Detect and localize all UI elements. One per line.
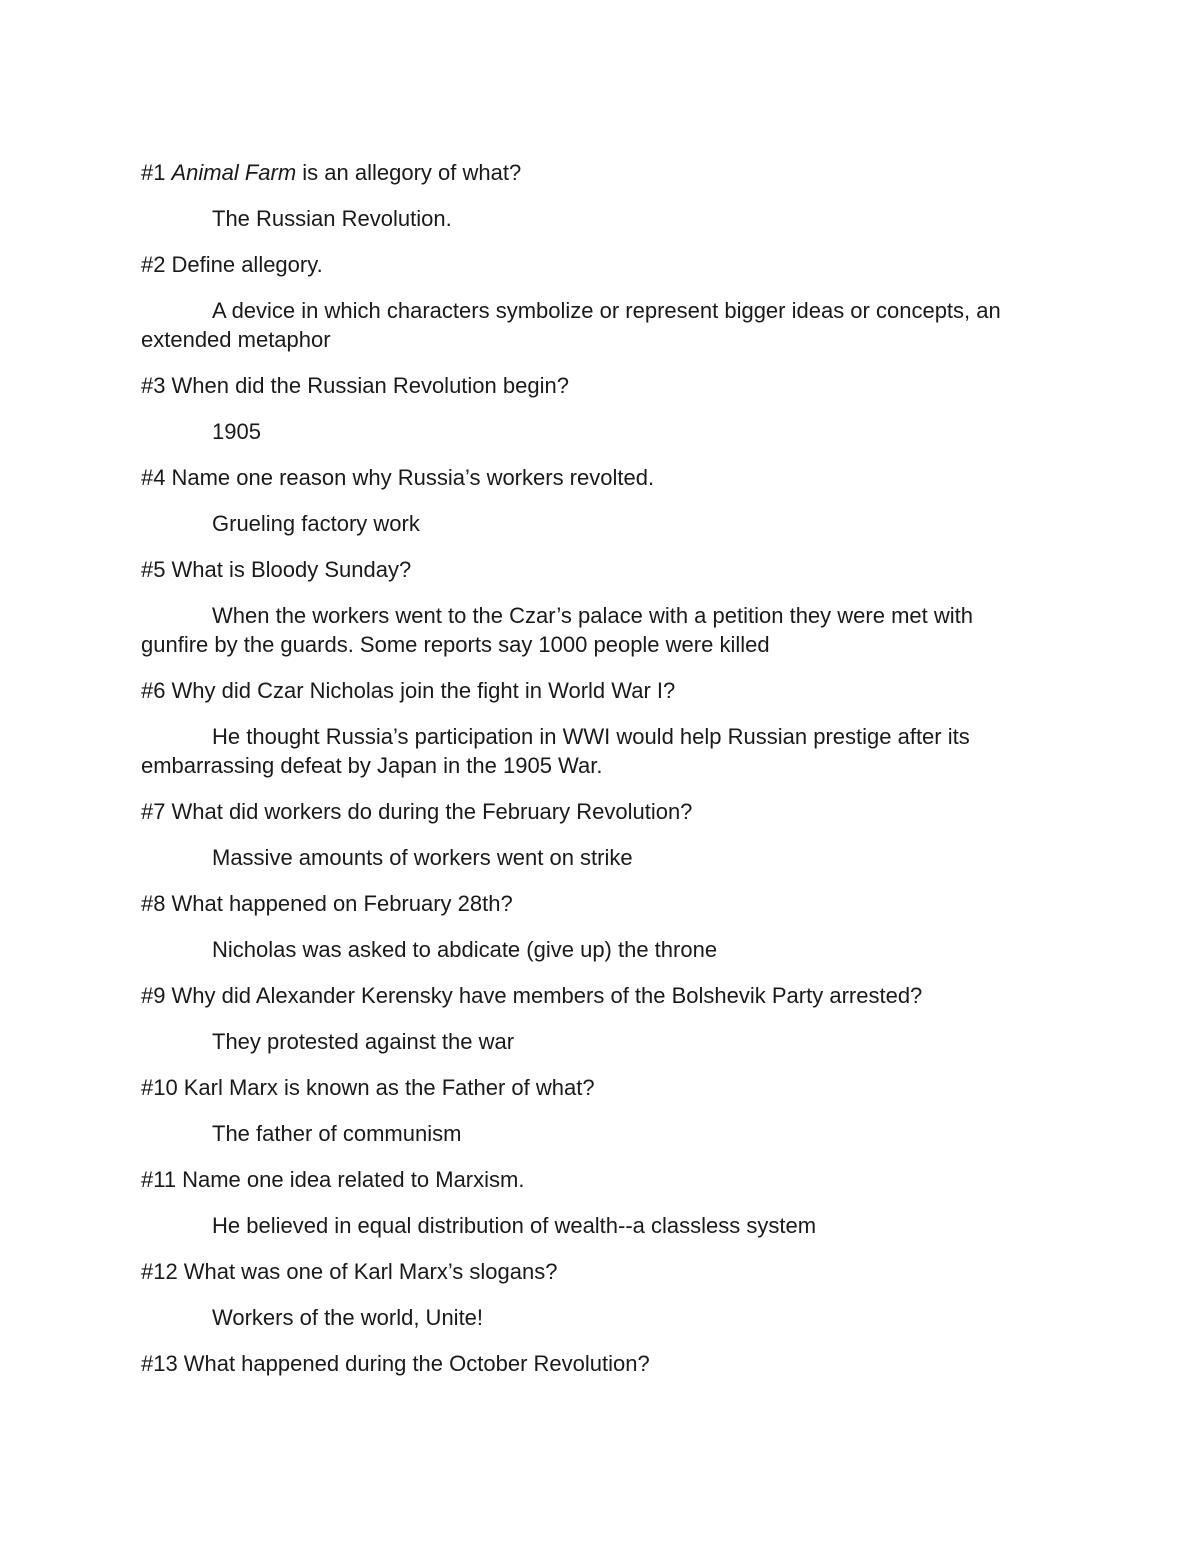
question-text: is an allegory of what?: [302, 160, 522, 185]
answer-2: A device in which characters symbolize or represent bigger ideas or concepts, an extended metaphor: [141, 298, 1001, 352]
question-3: [141, 371, 1041, 400]
question-text: What is Bloody Sunday?: [171, 557, 412, 582]
question-number: #10: [141, 1075, 178, 1100]
question-10: [141, 1073, 1041, 1102]
question-number: #8: [141, 891, 166, 916]
question-text: What was one of Karl Marx’s slogans?: [183, 1259, 558, 1284]
question-text: Name one reason why Russia’s workers revolted.: [171, 465, 655, 490]
question-number: #5: [141, 557, 166, 582]
question-text: What happened on February 28th?: [171, 891, 513, 916]
answer-12: Workers of the world, Unite!: [212, 1305, 484, 1330]
answer-3: 1905: [212, 419, 261, 444]
question-9: [141, 981, 1041, 1010]
answer-10: The father of communism: [212, 1121, 462, 1146]
question-number: #4: [141, 465, 166, 490]
question-text: Why did Alexander Kerensky have members of the Bolshevik Party arrested?: [171, 983, 923, 1008]
question-text: When did the Russian Revolution begin?: [171, 373, 569, 398]
answer-1: The Russian Revolution.: [212, 206, 452, 231]
question-12: [141, 1257, 1041, 1286]
question-text: What did workers do during the February Revolution?: [171, 799, 693, 824]
answer-8: Nicholas was asked to abdicate (give up) the throne: [212, 937, 718, 962]
question-11: [141, 1165, 1041, 1194]
question-number: #3: [141, 373, 166, 398]
book-title: Animal Farm: [171, 160, 297, 185]
question-text: Why did Czar Nicholas join the fight in World War I?: [171, 678, 676, 703]
question-6: [141, 676, 1041, 705]
answer-4: Grueling factory work: [212, 511, 420, 536]
question-13: [141, 1349, 1041, 1378]
question-1: [141, 158, 1041, 187]
question-number: #13: [141, 1351, 178, 1376]
answer-9: They protested against the war: [212, 1029, 515, 1054]
question-text: Define allegory.: [171, 252, 323, 277]
question-number: #9: [141, 983, 166, 1008]
answer-11: He believed in equal distribution of wealth--a classless system: [212, 1213, 817, 1238]
question-7: [141, 797, 1041, 826]
question-number: #12: [141, 1259, 178, 1284]
question-4: [141, 463, 1041, 492]
question-number: #7: [141, 799, 166, 824]
question-text: Name one idea related to Marxism.: [182, 1167, 525, 1192]
answer-5: When the workers went to the Czar’s palace with a petition they were met with gunfire by the guards. Some reports say 1000 people were killed: [141, 603, 973, 657]
question-number: #11: [141, 1167, 177, 1192]
answer-6: He thought Russia’s participation in WWI would help Russian prestige after its embarrassing defeat by Japan in the 1905 War.: [141, 724, 970, 778]
question-answer-list: [141, 158, 1041, 1395]
question-text: Karl Marx is known as the Father of what?: [183, 1075, 595, 1100]
question-5: [141, 555, 1041, 584]
question-number: #1: [141, 160, 166, 185]
question-number: #2: [141, 252, 166, 277]
question-2: [141, 250, 1041, 279]
answer-7: Massive amounts of workers went on strike: [212, 845, 633, 870]
question-8: [141, 889, 1041, 918]
question-number: #6: [141, 678, 166, 703]
question-text: What happened during the October Revolution?: [183, 1351, 650, 1376]
